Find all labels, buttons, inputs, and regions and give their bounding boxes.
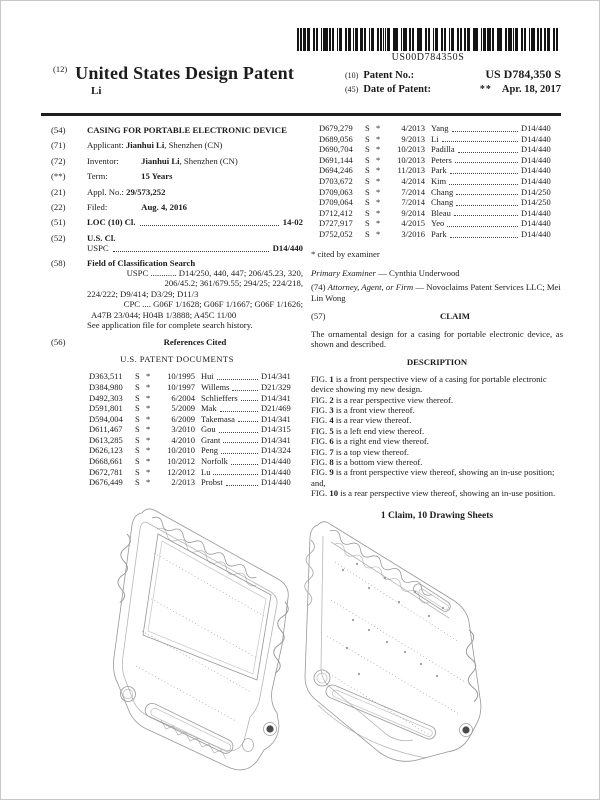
dot-leader bbox=[231, 456, 258, 465]
search-line: CPC .... G06F 1/1628; G06F 1/1667; G06F 1/1626; bbox=[123, 299, 303, 310]
patent-no-value: US D784,350 S bbox=[485, 67, 561, 81]
dot-leader bbox=[455, 155, 518, 164]
citation-date: 11/2013 bbox=[397, 165, 425, 176]
citation-row bbox=[319, 208, 563, 219]
citation-list-left bbox=[51, 371, 303, 488]
figure-description-line: FIG. 6 is a right end view thereof. bbox=[311, 436, 429, 447]
citation-date: 4/2013 bbox=[401, 123, 425, 133]
citation-kind: S bbox=[365, 175, 370, 186]
dot-leader bbox=[452, 123, 518, 132]
patent-no-label: Patent No.: bbox=[363, 70, 415, 81]
citation-name: Gou bbox=[201, 424, 216, 435]
left-column bbox=[51, 125, 303, 488]
citation-date: 10/1995 bbox=[167, 371, 195, 382]
citation-date: 10/2012 bbox=[167, 456, 195, 467]
inventor-line: Inventor: Jianhui Li, Shenzhen (CN) bbox=[87, 155, 238, 166]
figure-description-line: FIG. 8 is a bottom view thereof. bbox=[311, 457, 423, 468]
figure-description-line: FIG. 5 is a left end view thereof. bbox=[311, 425, 425, 436]
citation-number: D492,303 bbox=[89, 392, 123, 403]
field-of-search-lines bbox=[87, 268, 303, 330]
citation-name: Hui bbox=[201, 371, 214, 382]
citation-class: D14/440 bbox=[521, 207, 551, 218]
dot-leader bbox=[219, 424, 258, 433]
citation-star: * bbox=[376, 165, 381, 176]
dot-leader bbox=[454, 208, 518, 217]
citation-number: D611,467 bbox=[89, 424, 123, 435]
citation-kind: S bbox=[365, 197, 370, 208]
citation-number: D694,246 bbox=[319, 165, 353, 176]
dot-leader bbox=[217, 371, 258, 380]
citation-number: D679,279 bbox=[319, 123, 353, 133]
citation-row bbox=[89, 414, 303, 425]
citation-date: 7/2014 bbox=[401, 186, 425, 197]
citation-star: * bbox=[376, 197, 381, 208]
citation-kind: S bbox=[365, 165, 370, 176]
citation-name: Mak bbox=[201, 403, 217, 414]
dot-leader bbox=[450, 165, 518, 174]
citation-row bbox=[89, 393, 303, 404]
field-number: (21) bbox=[51, 186, 66, 197]
field-number: (58) bbox=[51, 257, 66, 268]
field-number: (54) bbox=[51, 125, 66, 135]
citation-kind: S bbox=[365, 133, 370, 144]
date-code: (45) bbox=[345, 85, 359, 94]
search-line: 206/45.2; 361/679.55; 294/25; 224/218, bbox=[164, 278, 303, 289]
citation-name: Yeo bbox=[431, 218, 445, 229]
dot-leader bbox=[450, 229, 518, 238]
citation-star: * bbox=[146, 381, 151, 392]
citation-star: * bbox=[146, 413, 151, 424]
claim-title: CLAIM bbox=[440, 311, 470, 322]
header-rule bbox=[41, 113, 561, 116]
citation-name: Padilla bbox=[431, 144, 455, 155]
citation-star: * bbox=[376, 123, 381, 133]
citation-class: D14/440 bbox=[521, 133, 551, 144]
applicant-line: Applicant: Jianhui Li, Shenzhen (CN) bbox=[87, 140, 223, 151]
citation-date: 3/2010 bbox=[171, 424, 195, 435]
citation-row bbox=[89, 403, 303, 414]
citation-kind: S bbox=[135, 392, 140, 403]
citation-date: 4/2014 bbox=[401, 175, 425, 186]
figure-description-line: FIG. 1 is a front perspective view of a casing for portable electronic device showing my new design. bbox=[311, 373, 547, 395]
dot-leader bbox=[458, 144, 518, 153]
figure-front-perspective bbox=[114, 509, 290, 770]
citation-number: D691,144 bbox=[319, 154, 353, 165]
citation-number: D709,063 bbox=[319, 186, 353, 197]
citation-date: 10/2013 bbox=[397, 154, 425, 165]
citation-class: D14/440 bbox=[261, 477, 291, 488]
description-title: DESCRIPTION bbox=[406, 357, 468, 368]
citation-class: D14/250 bbox=[521, 197, 551, 208]
citation-star: * bbox=[376, 207, 381, 218]
citation-date: 10/2010 bbox=[167, 445, 195, 456]
citation-number: D594,004 bbox=[89, 413, 123, 424]
citation-row bbox=[319, 176, 563, 187]
figure-description-line: FIG. 2 is a rear perspective view thereof. bbox=[311, 394, 454, 405]
citation-row bbox=[319, 155, 563, 166]
citation-row bbox=[319, 134, 563, 145]
citation-kind: S bbox=[135, 424, 140, 435]
citation-row bbox=[89, 382, 303, 393]
citation-date: 12/2012 bbox=[167, 466, 195, 477]
citation-kind: S bbox=[135, 371, 140, 382]
citation-star: * bbox=[376, 218, 381, 229]
page-title: United States Design Patent bbox=[75, 63, 295, 83]
citation-star: * bbox=[376, 186, 381, 197]
dot-leader bbox=[449, 176, 518, 185]
citation-number: D712,412 bbox=[319, 207, 353, 218]
citation-star: * bbox=[146, 371, 151, 382]
citation-kind: S bbox=[365, 186, 370, 197]
citation-star: * bbox=[146, 434, 151, 445]
citation-list-right bbox=[311, 123, 563, 240]
citation-kind: S bbox=[135, 403, 140, 414]
dot-leader bbox=[213, 467, 258, 476]
citation-date: 2/2013 bbox=[171, 477, 195, 488]
citation-number: D668,661 bbox=[89, 456, 123, 467]
citation-row bbox=[319, 144, 563, 155]
citation-name: Yang bbox=[431, 123, 449, 133]
figure-description-line: FIG. 9 is a front perspective view thereof, showing an in-use position; and, bbox=[311, 467, 555, 488]
citation-name: Willems bbox=[201, 381, 230, 392]
citation-star: * bbox=[146, 466, 151, 477]
figure-description-line: FIG. 10 is a rear perspective view thereof, showing an in-use position. bbox=[311, 488, 556, 499]
citation-name: Norfolk bbox=[201, 456, 228, 467]
citation-number: D363,511 bbox=[89, 371, 123, 382]
citation-class: D14/341 bbox=[261, 434, 291, 445]
citation-star: * bbox=[376, 144, 381, 155]
citation-number: D613,285 bbox=[89, 434, 123, 445]
search-line: USPC ............ D14/250, 440, 447; 206/45.23, 320, bbox=[126, 268, 303, 279]
dot-leader bbox=[238, 414, 258, 423]
field-number: (**) bbox=[51, 171, 66, 182]
citation-kind: S bbox=[365, 144, 370, 155]
citation-star: * bbox=[376, 133, 381, 144]
primary-examiner-line: Primary Examiner — Cynthia Underwood bbox=[311, 267, 460, 278]
patent-drawing bbox=[1, 498, 600, 798]
dot-leader bbox=[221, 445, 258, 454]
citation-star: * bbox=[376, 228, 381, 239]
field-number: (22) bbox=[51, 202, 66, 213]
citation-date: 4/2010 bbox=[171, 434, 195, 445]
filed-line: Filed: Aug. 4, 2016 bbox=[87, 202, 188, 213]
citation-row bbox=[319, 123, 563, 134]
citation-class: D14/440 bbox=[521, 175, 551, 186]
citation-number: D689,056 bbox=[319, 133, 353, 144]
citation-kind: S bbox=[365, 228, 370, 239]
citation-row bbox=[89, 435, 303, 446]
citation-kind: S bbox=[135, 477, 140, 488]
field-number: (72) bbox=[51, 155, 66, 166]
citation-name: Peters bbox=[431, 154, 452, 165]
citation-kind: S bbox=[365, 207, 370, 218]
citation-date: 9/2013 bbox=[401, 133, 425, 144]
citation-name: Probst bbox=[201, 477, 223, 488]
citation-name: Park bbox=[431, 228, 447, 239]
us-cl-block: U.S. Cl. USPC D14/440 bbox=[87, 232, 303, 254]
citation-number: D384,980 bbox=[89, 381, 123, 392]
field-number: (57) bbox=[311, 311, 326, 322]
patent-no-code: (10) bbox=[345, 71, 359, 80]
header-left bbox=[53, 63, 294, 97]
citation-class: D14/440 bbox=[521, 154, 551, 165]
citation-name: Kim bbox=[431, 175, 447, 186]
citation-row bbox=[89, 477, 303, 488]
citation-row bbox=[319, 165, 563, 176]
references-cited-title: References Cited bbox=[163, 336, 227, 347]
citation-star: * bbox=[376, 175, 381, 186]
citation-class: D14/341 bbox=[261, 413, 291, 424]
citation-date: 3/2016 bbox=[401, 228, 425, 239]
citation-star: * bbox=[146, 456, 151, 467]
field-of-search-block: Field of Classification Search USPC ............ D14/250, 440, 447; 206/45.23, 320, 206/45.2; 361/679.55; 294/25; 224/218, 224/222; D9/414; D3/29; D11/3 CPC .... G06F 1/1628; G06F 1/1667; G06F 1/1626; A47B 23/044; H04B 1/3888; A45C 11/00 See application file for complete search history. bbox=[87, 257, 303, 331]
citation-row bbox=[89, 424, 303, 435]
citation-class: D14/324 bbox=[261, 445, 291, 456]
citation-row bbox=[319, 229, 563, 240]
dot-leader bbox=[241, 393, 258, 402]
citation-class: D14/341 bbox=[261, 371, 291, 382]
citation-number: D752,052 bbox=[319, 228, 353, 239]
citation-kind: S bbox=[135, 434, 140, 445]
citation-number: D703,672 bbox=[319, 175, 353, 186]
uspc-line: USPC D14/440 bbox=[87, 243, 303, 254]
claim-text: The ornamental design for a casing for portable electronic device, as shown and described. bbox=[311, 328, 563, 349]
dot-leader bbox=[447, 218, 518, 227]
search-line: See application file for complete search history. bbox=[87, 320, 253, 331]
search-line: A47B 23/044; H04B 1/3888; A45C 11/00 bbox=[91, 309, 237, 320]
citation-class: D14/440 bbox=[521, 228, 551, 239]
citation-row bbox=[89, 371, 303, 382]
citation-kind: S bbox=[135, 381, 140, 392]
figure-rear-perspective bbox=[304, 522, 481, 762]
citation-star: * bbox=[146, 392, 151, 403]
citation-class: D21/329 bbox=[261, 381, 291, 392]
attorney-line: (74) Attorney, Agent, or Firm — Novoclaims Patent Services LLC; Mei Lin Wong bbox=[311, 282, 561, 303]
citation-kind: S bbox=[135, 456, 140, 467]
citation-star: * bbox=[146, 445, 151, 456]
citation-class: D14/440 bbox=[521, 144, 551, 155]
citation-name: Grant bbox=[201, 434, 221, 445]
citation-date: 4/2015 bbox=[401, 218, 425, 229]
citation-star: * bbox=[376, 154, 381, 165]
dot-leader bbox=[223, 435, 258, 444]
citation-number: D690,704 bbox=[319, 144, 353, 155]
citation-kind: S bbox=[135, 445, 140, 456]
dot-leader bbox=[456, 187, 518, 196]
right-column bbox=[311, 123, 563, 521]
citation-class: D14/440 bbox=[521, 218, 551, 229]
field-number: (71) bbox=[51, 140, 66, 151]
citation-class: D14/440 bbox=[521, 123, 551, 133]
citation-number: D727,917 bbox=[319, 218, 353, 229]
figure-description-line: FIG. 3 is a front view thereof. bbox=[311, 405, 415, 415]
citation-star: * bbox=[146, 403, 151, 414]
inventor-surname: Li bbox=[91, 85, 102, 97]
field-number: (56) bbox=[51, 336, 66, 347]
citation-number: D672,781 bbox=[89, 466, 123, 477]
citation-name: Chang bbox=[431, 186, 454, 197]
citation-class: D14/440 bbox=[261, 466, 291, 477]
cited-by-examiner-note: * cited by examiner bbox=[311, 248, 380, 259]
citation-number: D626,123 bbox=[89, 445, 123, 456]
dot-leader bbox=[220, 403, 258, 412]
citation-name: Bleau bbox=[431, 207, 451, 218]
citation-date: 5/2009 bbox=[171, 403, 195, 414]
search-line: 224/222; D9/414; D3/29; D11/3 bbox=[87, 288, 199, 299]
kind-code-number: (12) bbox=[53, 64, 68, 74]
citation-name: Takemasa bbox=[201, 413, 235, 424]
citation-kind: S bbox=[365, 123, 370, 133]
citation-name: Schlieffers bbox=[201, 392, 238, 403]
citation-kind: S bbox=[135, 466, 140, 477]
citation-row bbox=[319, 187, 563, 198]
citation-date: 6/2004 bbox=[171, 392, 195, 403]
barcode bbox=[297, 28, 559, 51]
citation-class: D14/440 bbox=[261, 456, 291, 467]
citation-date: 6/2009 bbox=[171, 413, 195, 424]
citation-name: Peng bbox=[201, 445, 218, 456]
citation-class: D14/440 bbox=[521, 165, 551, 176]
dot-leader bbox=[456, 197, 518, 206]
invention-title: CASING FOR PORTABLE ELECTRONIC DEVICE bbox=[87, 125, 287, 135]
date-label: Date of Patent: bbox=[363, 84, 431, 95]
citation-row bbox=[89, 445, 303, 456]
citation-star: * bbox=[146, 424, 151, 435]
figure-descriptions bbox=[311, 374, 563, 499]
citation-class: D14/341 bbox=[261, 392, 291, 403]
figure-description-line: FIG. 7 is a top view thereof. bbox=[311, 446, 409, 457]
drawing-sheets-note: 1 Claim, 10 Drawing Sheets bbox=[380, 510, 494, 521]
citation-row bbox=[89, 456, 303, 467]
citation-date: 10/2013 bbox=[397, 144, 425, 155]
citation-name: Chang bbox=[431, 197, 454, 208]
citation-class: D14/315 bbox=[261, 424, 291, 435]
header-right bbox=[345, 67, 561, 97]
citation-number: D709,064 bbox=[319, 197, 353, 208]
loc-class-line: LOC (10) Cl. 14-02 bbox=[87, 217, 303, 228]
citation-class: D14/250 bbox=[521, 186, 551, 197]
citation-number: D591,801 bbox=[89, 403, 123, 414]
citation-date: 9/2014 bbox=[401, 207, 425, 218]
citation-date: 10/1997 bbox=[167, 381, 195, 392]
dot-leader bbox=[226, 477, 258, 486]
field-number: (51) bbox=[51, 217, 66, 228]
date-value: Apr. 18, 2017 bbox=[501, 84, 561, 95]
date-stars: ** bbox=[479, 84, 492, 95]
citation-row bbox=[319, 218, 563, 229]
barcode-text: US00D784350S bbox=[391, 52, 465, 63]
citation-kind: S bbox=[365, 218, 370, 229]
citation-kind: S bbox=[365, 154, 370, 165]
citation-class: D21/469 bbox=[261, 403, 291, 414]
citation-star: * bbox=[146, 477, 151, 488]
citation-number: D676,449 bbox=[89, 477, 123, 488]
figure-description-line: FIG. 4 is a rear view thereof. bbox=[311, 415, 412, 426]
dot-leader bbox=[232, 382, 258, 391]
term-line: Term: 15 Years bbox=[87, 171, 173, 182]
citation-name: Lu bbox=[201, 466, 211, 477]
citation-name: Li bbox=[431, 133, 439, 144]
us-patent-documents-title: U.S. PATENT DOCUMENTS bbox=[120, 353, 234, 364]
citation-name: Park bbox=[431, 165, 447, 176]
dot-leader bbox=[442, 134, 518, 143]
citation-row bbox=[319, 197, 563, 208]
field-number: (52) bbox=[51, 232, 66, 243]
citation-row bbox=[89, 467, 303, 478]
appl-no-line: Appl. No.: 29/573,252 bbox=[87, 186, 166, 197]
citation-date: 7/2014 bbox=[401, 197, 425, 208]
citation-kind: S bbox=[135, 413, 140, 424]
